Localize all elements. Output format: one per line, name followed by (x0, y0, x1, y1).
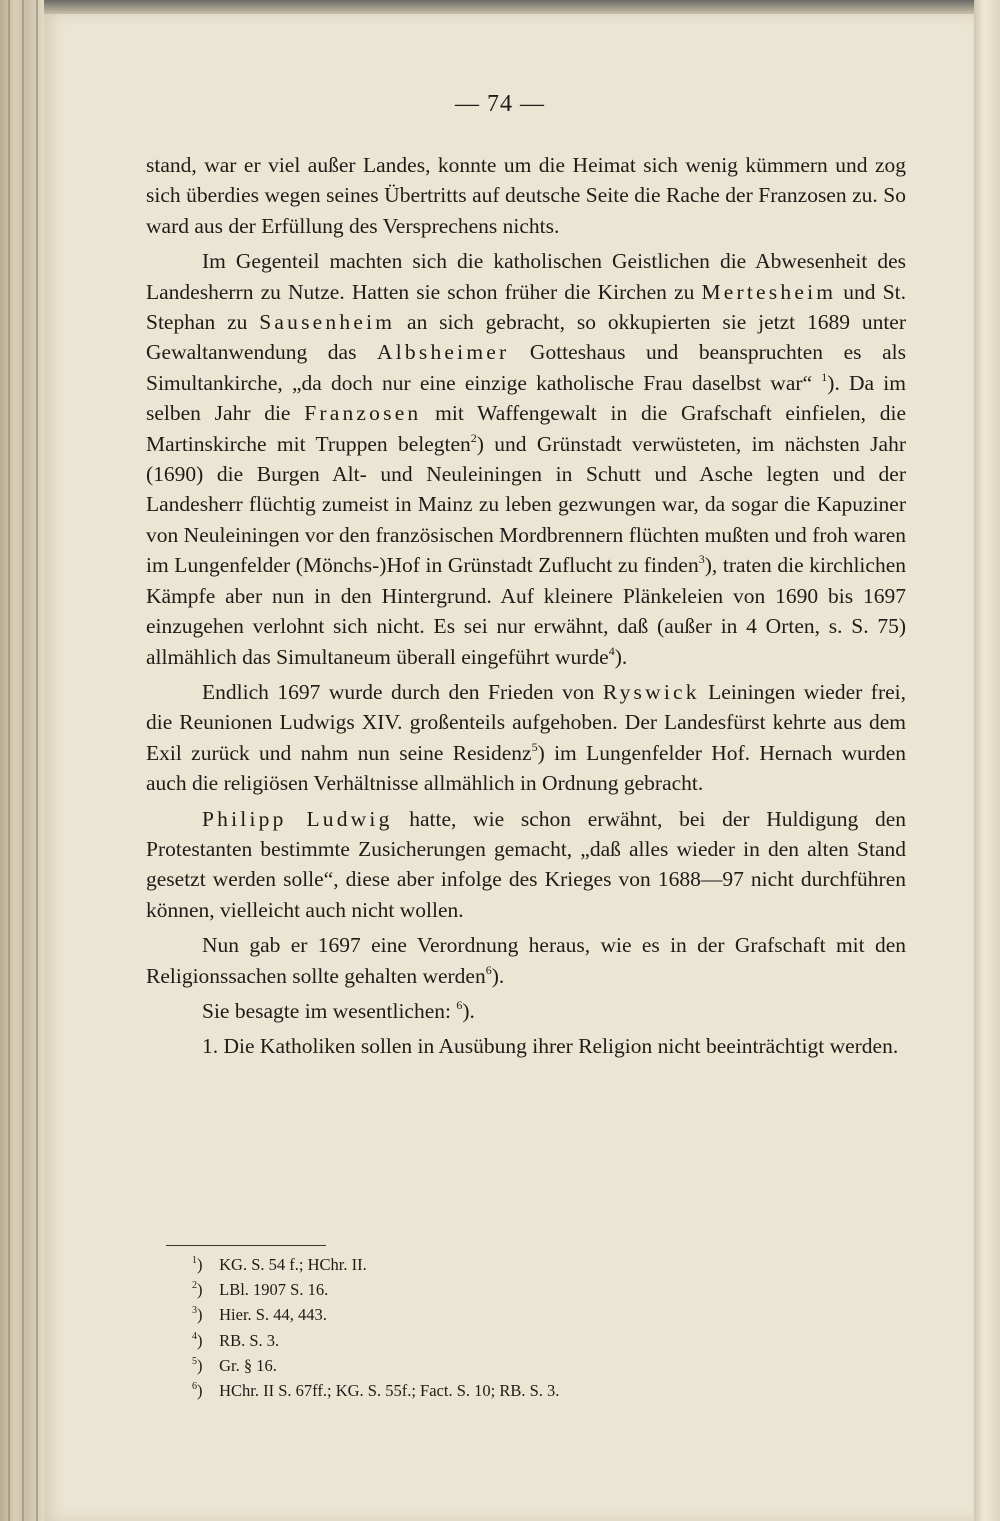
footnote-text: RB. S. 3. (215, 1330, 280, 1350)
text-run: Nun gab er 1697 eine Verordnung heraus, wie es in der Grafschaft mit den Religionssachen sollte gehalten werden (146, 933, 906, 988)
page-top-edge (44, 0, 1000, 14)
footnote (192, 1302, 892, 1327)
text-run: ). (491, 963, 505, 988)
binding-line (8, 0, 10, 1521)
footnote (192, 1252, 892, 1277)
footnote-number: 1 (192, 1255, 197, 1266)
spaced-name: Ryswick (602, 679, 700, 704)
footnote-divider (166, 1245, 326, 1246)
text-run: Im Gegenteil machten sich die katholischen Geistlichen die Abwesenheit des Landesherrn zu Nutze. Hatten sie schon früher die Kirchen zu (146, 249, 906, 304)
page-number: — 74 — (455, 91, 545, 117)
footnote-ref: 4 (608, 643, 615, 658)
text-run: Sie besagte im wesentlichen: (202, 998, 457, 1023)
body-text (146, 150, 906, 1062)
footnote-text: KG. S. 54 f.; HChr. II. (215, 1255, 367, 1274)
footnote-mark: $^6$) (192, 1381, 203, 1401)
text-run: Endlich 1697 wurde durch den Frieden von (202, 679, 603, 704)
text-run: Gotteshaus und beanspruchten es als Simultankirche, „da doch nur eine einzige katholische Frau daselbst war“ (146, 340, 907, 395)
spaced-name: Mertesheim (701, 279, 837, 304)
footnote-mark: $^2$) (192, 1280, 203, 1300)
spaced-name: Franzosen (304, 401, 422, 426)
footnote-text: HChr. II S. 67ff.; KG. S. 55f.; Fact. S. 10; RB. S. 3. (215, 1381, 560, 1401)
text-run: ) im Lungenfelder Hof. Hernach wurden auch die religiösen Verhältnisse allmählich in Ordnung gebracht. (146, 740, 907, 796)
text-run: ). Da im selben Jahr die (146, 370, 906, 426)
spaced-name: Sausenheim (259, 310, 396, 335)
text-run: ). (614, 644, 628, 669)
paragraph (146, 804, 906, 926)
footnote-number: 4 (192, 1330, 197, 1342)
footnote-mark: $^1$) (192, 1255, 203, 1274)
footnote-number: 3 (192, 1305, 197, 1317)
footnotes (192, 1252, 892, 1403)
text-run: ). (462, 998, 475, 1023)
footnote (192, 1353, 892, 1378)
text-run: hatte, wie schon erwähnt, bei der Huldigung den Protestanten bestimmte Zusicherungen gemacht, „daß alles wieder in den alten Stand gesetzt werden solle“, diese aber infolge des Krieges von 1688—97 nicht durchführen können, vielleicht auch nicht wollen. (146, 806, 906, 922)
paragraph (146, 1031, 906, 1061)
text-run: und St. Stephan zu (146, 279, 906, 335)
footnote-mark: $^4$) (192, 1330, 203, 1350)
footnote-mark: $^3$) (192, 1305, 203, 1325)
footnote-ref: 2 (470, 430, 477, 445)
text-run: stand, war er viel außer Landes, konnte um die Heimat sich wenig kümmern und zog sich überdies wegen seines Übertritts auf deutsche Seite die Rache der Franzosen zu. So ward aus der Erfüllung des Versprechens nichts. (146, 153, 906, 238)
footnote (192, 1328, 892, 1353)
footnote-mark: $^5$) (192, 1355, 203, 1375)
footnote-ref: 3 (698, 552, 705, 567)
footnote-number: 6 (192, 1381, 197, 1393)
paragraph (146, 996, 906, 1026)
text-run: 1. Die Katholiken sollen in Ausübung ihrer Religion nicht beeinträchtigt werden. (202, 1034, 899, 1059)
footnote-ref: 5 (531, 739, 538, 754)
paragraph (146, 150, 906, 241)
paragraph (146, 246, 906, 672)
binding-line (36, 0, 38, 1521)
footnote (192, 1378, 892, 1403)
text-run: ), traten die kirchlichen Kämpfe aber nun in den Hintergrund. Auf kleinere Plänkeleien von 1690 bis 1697 einzugehen verlohnt sich nicht. Es sei nur erwähnt, daß (außer in 4 Orten, s. S. 75) allmählich das Simultaneum überall eingeführt wurde (146, 553, 906, 669)
spaced-name: Albsheimer (377, 340, 510, 365)
text-run: mit Waffengewalt in die Grafschaft einfielen, die Martinskirche mit Truppen belegten (146, 401, 907, 456)
footnote-number: 2 (192, 1280, 197, 1292)
text-run: Leiningen wieder frei, die Reunionen Ludwigs XIV. großenteils aufgehoben. Der Landesfürst kehrte aus dem Exil zurück und nahm nun seine Residenz (146, 679, 906, 765)
footnote-text: Hier. S. 44, 443. (215, 1305, 327, 1325)
footnote-text: Gr. § 16. (215, 1355, 277, 1375)
footnote-ref: 1 (821, 369, 828, 384)
footnote (192, 1277, 892, 1302)
spaced-name: Philipp Ludwig (202, 806, 393, 831)
footnote-text: LBl. 1907 S. 16. (215, 1280, 329, 1300)
binding-line (22, 0, 24, 1521)
page-right-edge (974, 0, 1000, 1521)
paragraph (146, 677, 906, 799)
text-run: an sich gebracht, so okkupierten sie jetzt 1689 unter Gewaltanwendung das (146, 310, 907, 365)
footnote-ref: 6 (485, 962, 492, 977)
book-binding (0, 0, 44, 1521)
footnote-number: 5 (192, 1355, 197, 1367)
paragraph (146, 930, 906, 991)
text-run: ) und Grünstadt verwüsteten, im nächsten Jahr (1690) die Burgen Alt- und Neuleiningen in Schutt und Asche legten und der Landesherr flüchtig zumeist in Mainz zu leben gezwungen war, da sogar die Kapuziner von Neuleiningen vor den französischen Mordbrennern flüchten mußten und froh waren im Lungenfelder (Mönchs-)Hof in Grünstadt Zuflucht zu finden (146, 431, 906, 578)
footnote-ref: 6 (456, 997, 463, 1012)
